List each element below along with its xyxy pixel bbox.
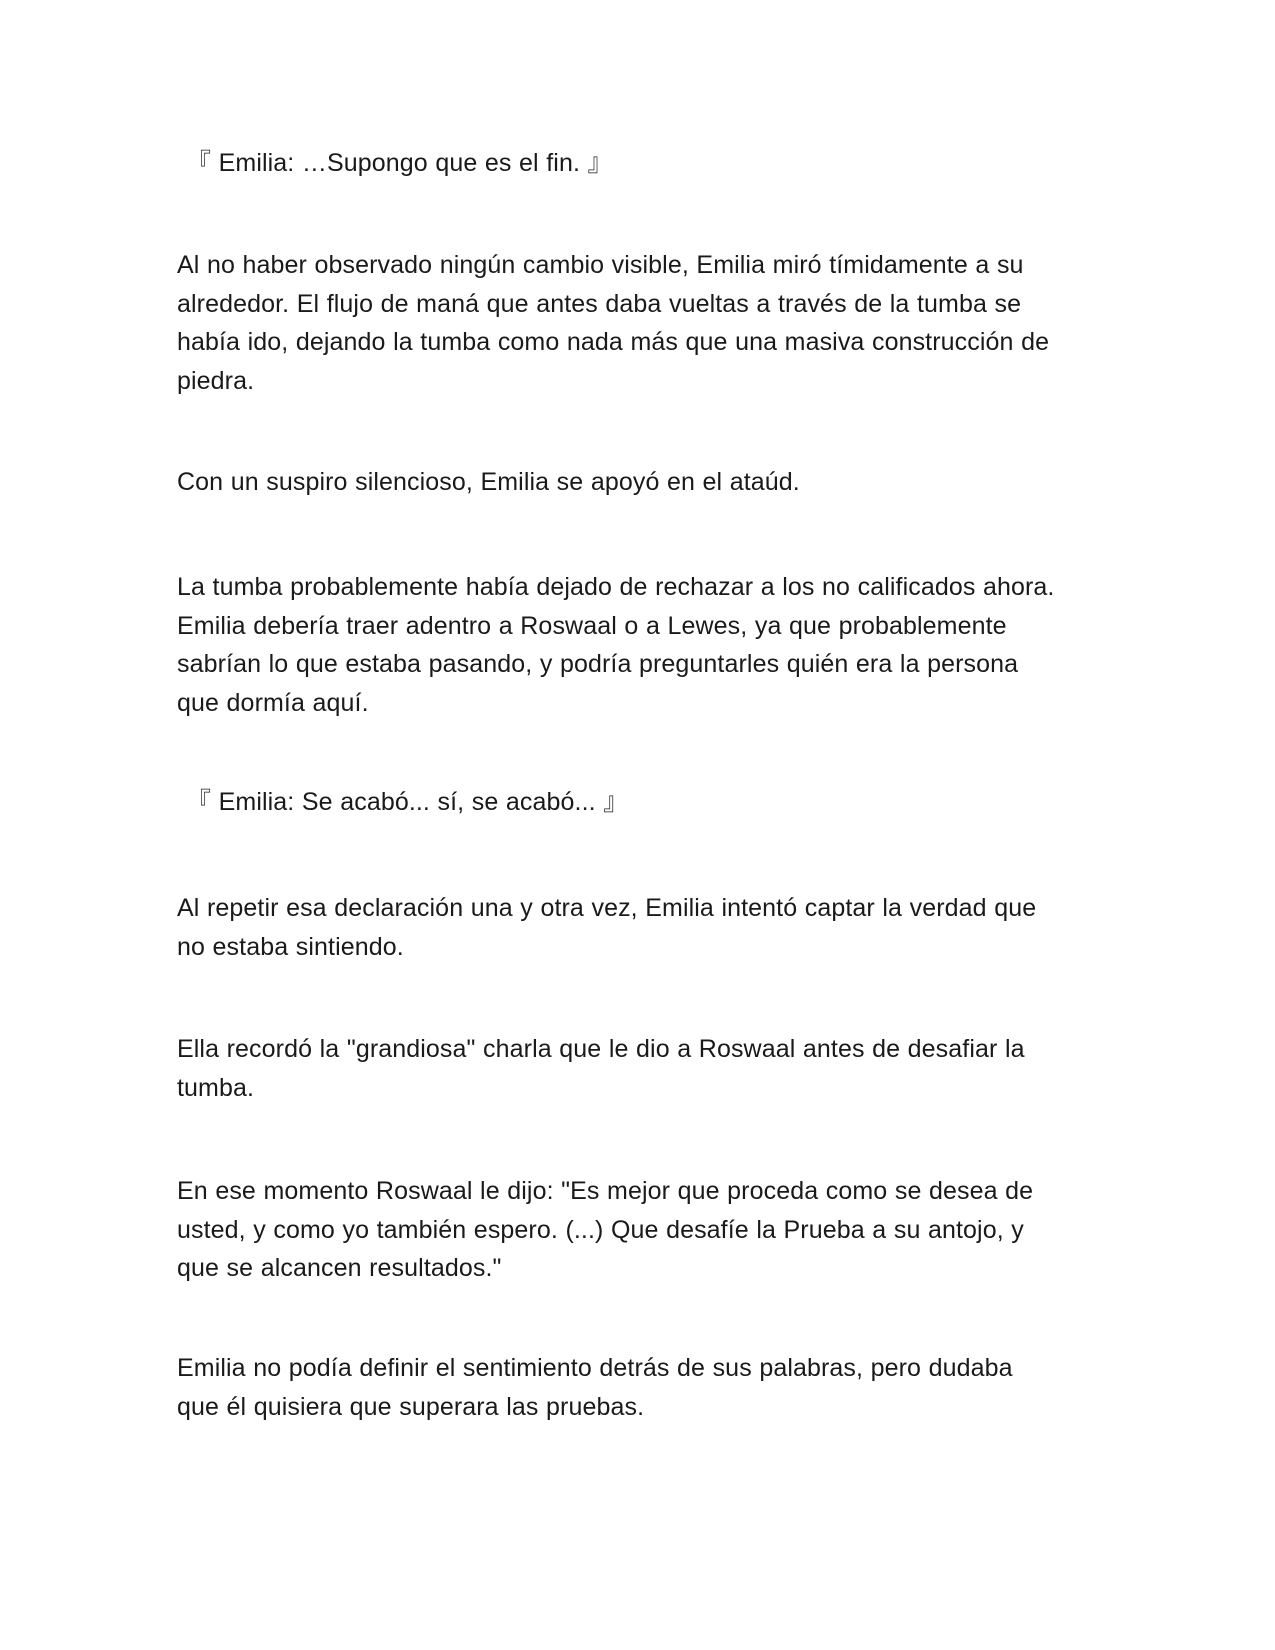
text-line: que él quisiera que superara las pruebas. <box>177 1392 645 1421</box>
text-line: usted, y como yo también espero. (...) Que desafíe la Prueba a su antojo, y <box>177 1215 1024 1244</box>
text-line: La tumba probablemente había dejado de rechazar a los no calificados ahora. <box>177 573 1055 601</box>
paragraph <box>177 1030 1107 1107</box>
text-line: tumba. <box>177 1073 255 1102</box>
text-line: Al repetir esa declaración una y otra vez, Emilia intentó captar la verdad que <box>177 894 1037 922</box>
text-line: 『 Emilia: …Supongo que es el fin. 』 <box>186 149 613 177</box>
text-line: había ido, dejando la tumba como nada más que una masiva construcción de <box>177 328 1050 356</box>
text-line: alrededor. El flujo de maná que antes daba vueltas a través de la tumba se <box>177 289 1022 318</box>
paragraph <box>177 889 1107 966</box>
text-line: Emilia debería traer adentro a Roswaal o a Lewes, ya que probablemente <box>177 611 1007 640</box>
text-line: 『 Emilia: Se acabó... sí, se acabó... 』 <box>186 788 629 816</box>
text-line: Emilia no podía definir el sentimiento detrás de sus palabras, pero dudaba <box>177 1354 1013 1382</box>
text-line: Ella recordó la "grandiosa" charla que le dio a Roswaal antes de desafiar la <box>177 1035 1025 1063</box>
text-line: no estaba sintiendo. <box>177 932 404 961</box>
dialogue-line <box>186 783 1116 822</box>
text-line: que dormía aquí. <box>177 688 369 717</box>
text-line: sabrían lo que estaba pasando, y podría preguntarles quién era la persona <box>177 650 1019 678</box>
text-line: En ese momento Roswaal le dijo: "Es mejor que proceda como se desea de <box>177 1177 1034 1205</box>
text-line: piedra. <box>177 366 255 395</box>
dialogue-line <box>186 144 1116 183</box>
text-line: Con un suspiro silencioso, Emilia se apoyó en el ataúd. <box>177 468 800 496</box>
text-line: que se alcancen resultados." <box>177 1254 502 1282</box>
paragraph <box>177 246 1107 400</box>
text-line: Al no haber observado ningún cambio visible, Emilia miró tímidamente a su <box>177 251 1024 279</box>
paragraph <box>177 463 1107 502</box>
paragraph <box>177 1172 1107 1288</box>
paragraph <box>177 568 1107 722</box>
paragraph <box>177 1349 1107 1426</box>
